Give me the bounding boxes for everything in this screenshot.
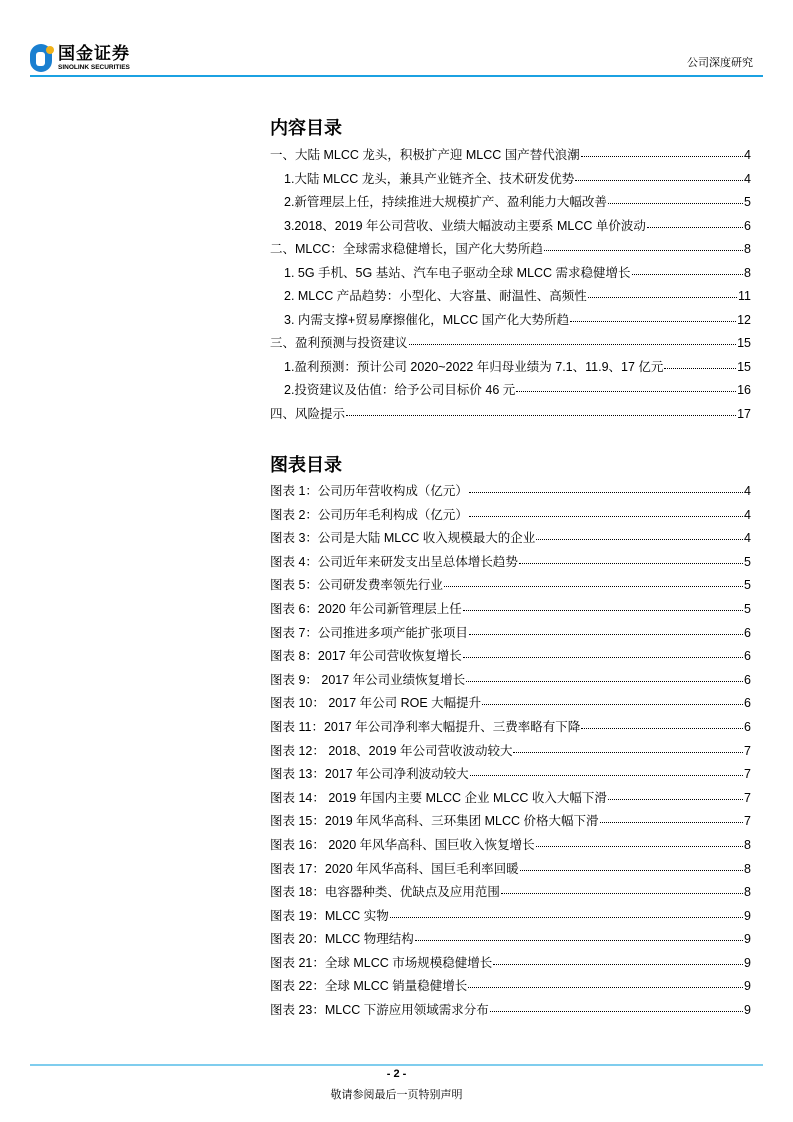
entry-page: 8 (744, 242, 751, 256)
dot-leader (608, 799, 743, 800)
dot-leader (493, 964, 743, 965)
entry-page: 16 (737, 383, 751, 397)
entry-page: 12 (737, 312, 751, 327)
entry-label: 3.2018、2019 年公司营收、业绩大幅波动主要系 MLCC 单价波动 (284, 218, 646, 233)
dot-leader (470, 775, 743, 776)
figure-entry[interactable] (270, 741, 751, 765)
entry-label: 图表 11：2017 年公司净利率大幅提升、三费率略有下降 (270, 719, 581, 734)
figure-entry[interactable] (270, 835, 751, 859)
entry-label: 四、风险提示 (270, 406, 346, 421)
entry-label: 图表 13：2017 年公司净利波动较大 (270, 767, 469, 782)
entry-page: 15 (737, 336, 751, 350)
figure-entry[interactable] (270, 929, 751, 953)
entry-label: 三、盈利预测与投资建议 (270, 336, 408, 350)
entry-label: 图表 17：2020 年风华高科、国巨毛利率回暖 (270, 861, 519, 876)
entry-label: 2. MLCC 产品趋势：小型化、大容量、耐温性、高频性 (284, 289, 587, 303)
entry-label: 图表 8：2017 年公司营收恢复增长 (270, 649, 462, 664)
dot-leader (490, 1011, 743, 1012)
dot-leader (600, 822, 744, 823)
dot-leader (482, 704, 743, 705)
figure-entry[interactable] (270, 1000, 751, 1024)
entry-page: 4 (744, 531, 751, 546)
figure-entry[interactable] (270, 528, 751, 552)
figures-list (270, 481, 751, 1024)
disclaimer-note: 敬请参阅最后一页特别声明 (330, 1088, 463, 1101)
header-divider (30, 75, 763, 77)
entry-page: 6 (744, 649, 751, 664)
figure-entry[interactable] (270, 552, 751, 576)
dot-leader (632, 274, 743, 275)
figure-entry[interactable] (270, 717, 751, 741)
toc-entry[interactable] (270, 357, 751, 381)
figure-entry[interactable] (270, 764, 751, 788)
dot-leader (415, 940, 743, 941)
toc-entry[interactable] (270, 310, 751, 334)
dot-leader (608, 203, 743, 204)
dot-leader (444, 586, 743, 587)
dot-leader (468, 987, 743, 988)
entry-label: 图表 20：MLCC 物理结构 (270, 932, 414, 947)
figures-title: 图表目录 (270, 455, 342, 476)
entry-label: 图表 9： 2017 年公司业绩恢复增长 (270, 672, 466, 687)
entry-label: 2.投资建议及估值：给予公司目标价 46 元 (284, 383, 516, 397)
entry-label: 图表 14： 2019 年国内主要 MLCC 企业 MLCC 收入大幅下滑 (270, 790, 607, 805)
entry-page: 7 (744, 767, 751, 782)
entry-label: 图表 3：公司是大陆 MLCC 收入规模最大的企业 (270, 531, 536, 546)
figure-entry[interactable] (270, 953, 751, 977)
entry-page: 5 (744, 554, 751, 569)
toc-entry[interactable] (270, 333, 751, 357)
entry-page: 4 (744, 148, 751, 162)
entry-page: 6 (744, 672, 751, 687)
entry-page: 15 (737, 359, 751, 374)
figure-entry[interactable] (270, 646, 751, 670)
entry-label: 图表 19：MLCC 实物 (270, 908, 389, 923)
entry-label: 图表 12： 2018、2019 年公司营收波动较大 (270, 743, 513, 758)
entry-label: 图表 23：MLCC 下游应用领域需求分布 (270, 1003, 489, 1018)
logo-en: SINOLINK SECURITIES (58, 63, 130, 71)
entry-page: 9 (744, 979, 751, 994)
figure-entry[interactable] (270, 505, 751, 529)
entry-page: 4 (744, 484, 751, 498)
entry-label: 图表 5：公司研发费率领先行业 (270, 578, 443, 593)
dot-leader (469, 634, 743, 635)
entry-label: 图表 1：公司历年营收构成（亿元） (270, 484, 468, 498)
figure-entry[interactable] (270, 906, 751, 930)
entry-page: 6 (744, 625, 751, 640)
entry-label: 二、MLCC：全球需求稳健增长，国产化大势所趋 (270, 242, 543, 256)
logo-cn: 国金证券 (58, 43, 130, 63)
toc-entry[interactable] (270, 263, 751, 287)
entry-page: 6 (744, 719, 751, 734)
toc-entry[interactable] (270, 169, 751, 193)
dot-leader (581, 156, 743, 157)
dot-leader (469, 492, 743, 493)
entry-page: 6 (744, 696, 751, 711)
entry-label: 1.盈利预测：预计公司 2020~2022 年归母业绩为 7.1、11.9、17 亿元 (284, 359, 664, 374)
dot-leader (519, 563, 743, 564)
entry-label: 图表 22：全球 MLCC 销量稳健增长 (270, 979, 468, 994)
toc-entry[interactable] (270, 239, 751, 263)
entry-page: 4 (744, 171, 751, 186)
entry-label: 1.大陆 MLCC 龙头，兼具产业链齐全、技术研发优势 (284, 171, 575, 186)
figure-entry[interactable] (270, 859, 751, 883)
toc-entry[interactable] (270, 404, 751, 428)
entry-page: 17 (737, 406, 751, 421)
toc-list (270, 145, 751, 427)
dot-leader (575, 180, 743, 181)
figure-entry[interactable] (270, 599, 751, 623)
dot-leader (588, 297, 737, 298)
dot-leader (463, 610, 743, 611)
entry-page: 9 (744, 1003, 751, 1018)
toc-entry[interactable] (270, 192, 751, 216)
entry-page: 5 (744, 578, 751, 593)
dot-leader (544, 250, 743, 251)
entry-page: 7 (744, 814, 751, 829)
entry-label: 图表 7：公司推进多项产能扩张项目 (270, 625, 468, 640)
figure-entry[interactable] (270, 481, 751, 505)
dot-leader (469, 516, 743, 517)
entry-label: 图表 4：公司近年来研发支出呈总体增长趋势 (270, 554, 518, 569)
figure-entry[interactable] (270, 575, 751, 599)
figure-entry[interactable] (270, 670, 751, 694)
entry-page: 8 (744, 885, 751, 900)
entry-page: 6 (744, 218, 751, 233)
entry-page: 11 (738, 289, 751, 303)
entry-page: 4 (744, 507, 751, 522)
dot-leader (390, 917, 743, 918)
dot-leader (513, 752, 743, 753)
entry-page: 9 (744, 932, 751, 947)
dot-leader (570, 321, 736, 322)
entry-label: 一、大陆 MLCC 龙头，积极扩产迎 MLCC 国产替代浪潮 (270, 148, 580, 162)
doc-type: 公司深度研究 (687, 56, 753, 69)
figure-entry[interactable] (270, 882, 751, 906)
figure-entry[interactable] (270, 811, 751, 835)
toc-entry[interactable] (270, 380, 751, 404)
toc-entry[interactable] (270, 145, 751, 169)
entry-label: 图表 2：公司历年毛利构成（亿元） (270, 507, 468, 522)
entry-page: 5 (744, 601, 751, 616)
dot-leader (501, 893, 743, 894)
toc-entry[interactable] (270, 286, 751, 310)
entry-label: 3. 内需支撑+贸易摩擦催化，MLCC 国产化大势所趋 (284, 312, 570, 327)
entry-page: 8 (744, 265, 751, 280)
dot-leader (581, 728, 743, 729)
entry-page: 8 (744, 837, 751, 852)
dot-leader (466, 681, 743, 682)
dot-leader (409, 344, 737, 345)
entry-label: 1. 5G 手机、5G 基站、汽车电子驱动全球 MLCC 需求稳健增长 (284, 265, 631, 280)
entry-label: 图表 15：2019 年风华高科、三环集团 MLCC 价格大幅下滑 (270, 814, 599, 829)
entry-label: 图表 18：电容器种类、优缺点及应用范围 (270, 885, 500, 900)
dot-leader (664, 368, 736, 369)
figure-entry[interactable] (270, 788, 751, 812)
figure-entry[interactable] (270, 623, 751, 647)
dot-leader (647, 227, 743, 228)
entry-label: 图表 21：全球 MLCC 市场规模稳健增长 (270, 955, 493, 970)
entry-page: 7 (744, 743, 751, 758)
entry-page: 9 (744, 955, 751, 970)
dot-leader (516, 391, 736, 392)
dot-leader (536, 846, 743, 847)
toc-title: 内容目录 (270, 118, 342, 139)
entry-page: 9 (744, 908, 751, 923)
figure-entry[interactable] (270, 976, 751, 1000)
entry-label: 图表 6：2020 年公司新管理层上任 (270, 601, 462, 616)
entry-page: 8 (744, 861, 751, 876)
dot-leader (346, 415, 736, 416)
entry-page: 5 (744, 195, 751, 209)
logo-icon (30, 44, 52, 72)
dot-leader (463, 657, 743, 658)
entry-label: 2.新管理层上任，持续推进大规模扩产、盈利能力大幅改善 (284, 195, 607, 209)
dot-leader (536, 539, 743, 540)
company-logo (30, 44, 130, 72)
entry-page: 7 (744, 790, 751, 805)
entry-label: 图表 10： 2017 年公司 ROE 大幅提升 (270, 696, 482, 711)
entry-label: 图表 16： 2020 年风华高科、国巨收入恢复增长 (270, 837, 535, 852)
footer-divider (30, 1064, 763, 1066)
toc-entry[interactable] (270, 216, 751, 240)
figure-entry[interactable] (270, 693, 751, 717)
dot-leader (520, 870, 743, 871)
page-number: - 2 - (386, 1068, 407, 1080)
